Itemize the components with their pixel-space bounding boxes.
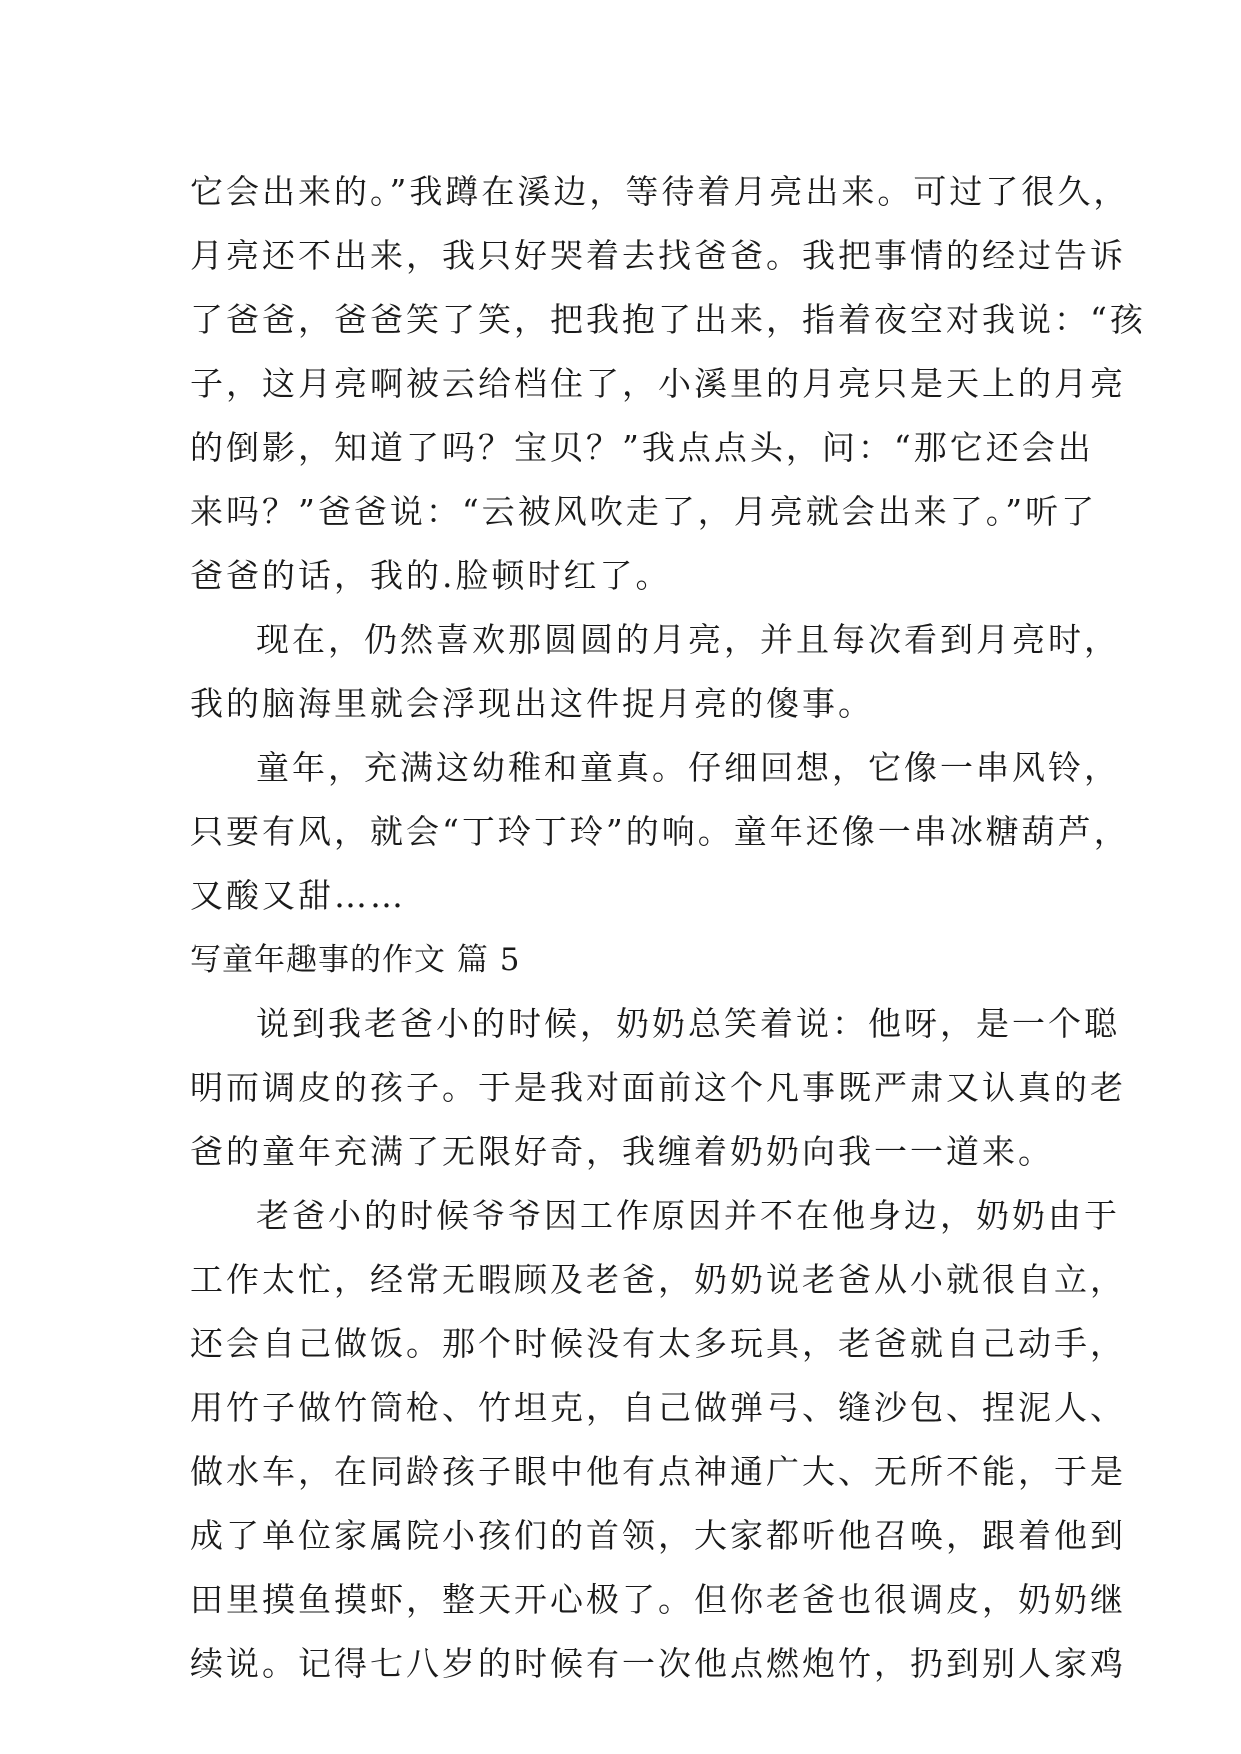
text-line: 的倒影，知道了吗？宝贝？”我点点头，问：“那它还会出 <box>190 428 1094 467</box>
text-line: 还会自己做饭。那个时候没有太多玩具，老爸就自己动手， <box>190 1324 1126 1363</box>
paragraph-childhood <box>190 736 1130 928</box>
paragraph-dad-childhood <box>190 1184 1126 1696</box>
text-line: 用竹子做竹筒枪、竹坦克，自己做弹弓、缝沙包、捏泥人、 <box>190 1388 1126 1427</box>
text-line: 爸爸的话，我的.脸顿时红了。 <box>190 556 672 595</box>
text-line: 子，这月亮啊被云给档住了，小溪里的月亮只是天上的月亮 <box>190 364 1126 403</box>
text-line: 说到我老爸小的时候，奶奶总笑着说：他呀，是一个聪 <box>256 1004 1120 1043</box>
text-line: 爸的童年充满了无限好奇，我缠着奶奶向我一一道来。 <box>190 1132 1054 1171</box>
text-line: 月亮还不出来，我只好哭着去找爸爸。我把事情的经过告诉 <box>190 236 1126 275</box>
text-line: 老爸小的时候爷爷因工作原因并不在他身边，奶奶由于 <box>256 1196 1120 1235</box>
document-body <box>190 160 1146 1696</box>
text-line: 只要有风，就会“丁玲丁玲”的响。童年还像一串冰糖葫芦， <box>190 812 1130 851</box>
section-heading: 写童年趣事的作文 篇 5 <box>190 942 521 978</box>
paragraph-now <box>190 608 1120 736</box>
text-line: 做水车，在同龄孩子眼中他有点神通广大、无所不能，于是 <box>190 1452 1126 1491</box>
text-line: 童年，充满这幼稚和童真。仔细回想，它像一串风铃， <box>256 748 1120 787</box>
text-line: 来吗？”爸爸说：“云被风吹走了，月亮就会出来了。”听了 <box>190 492 1098 531</box>
paragraph-dad-intro <box>190 992 1126 1184</box>
text-line: 田里摸鱼摸虾，整天开心极了。但你老爸也很调皮，奶奶继 <box>190 1580 1126 1619</box>
text-line: 续说。记得七八岁的时候有一次他点燃炮竹，扔到别人家鸡 <box>190 1644 1126 1683</box>
text-line: 工作太忙，经常无暇顾及老爸，奶奶说老爸从小就很自立， <box>190 1260 1126 1299</box>
text-line: 又酸又甜…… <box>190 876 406 915</box>
paragraph-moon-story <box>190 160 1146 608</box>
text-line: 现在，仍然喜欢那圆圆的月亮，并且每次看到月亮时， <box>256 620 1120 659</box>
text-line: 了爸爸，爸爸笑了笑，把我抱了出来，指着夜空对我说：“孩 <box>190 300 1146 339</box>
text-line: 明而调皮的孩子。于是我对面前这个凡事既严肃又认真的老 <box>190 1068 1126 1107</box>
text-line: 我的脑海里就会浮现出这件捉月亮的傻事。 <box>190 684 874 723</box>
text-line: 成了单位家属院小孩们的首领，大家都听他召唤，跟着他到 <box>190 1516 1126 1555</box>
text-line: 它会出来的。”我蹲在溪边，等待着月亮出来。可过了很久， <box>190 172 1130 211</box>
